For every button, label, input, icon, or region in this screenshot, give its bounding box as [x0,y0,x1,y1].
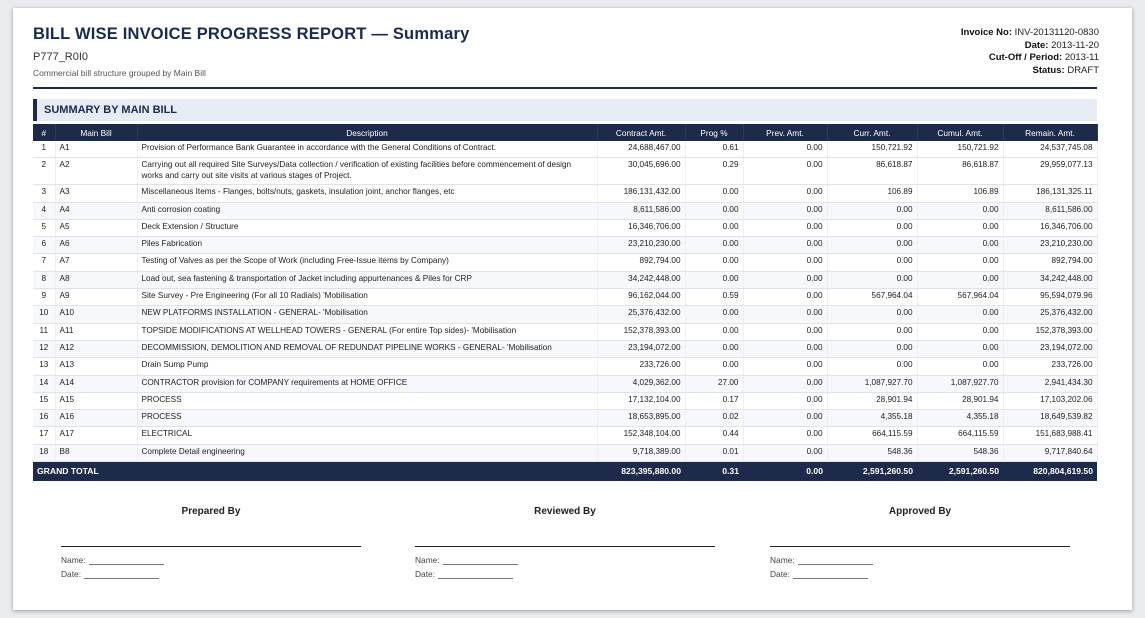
main-bill-cell: A8 [55,271,137,288]
signature-prepared [61,506,361,579]
progress-percent-cell: 0.00 [685,237,743,254]
contract-amount-cell: 17,132,104.00 [597,392,685,409]
header-divider [33,87,1097,89]
contract-amount-cell: 186,131,432.00 [597,185,685,202]
description-cell: Piles Fabrication [137,237,597,254]
contract-amount-cell: 16,346,706.00 [597,219,685,236]
main-bill-cell: B8 [55,444,137,461]
table-row [33,289,1097,306]
previous-amount-cell: 0.00 [743,323,827,340]
previous-amount-cell: 0.00 [743,202,827,219]
remaining-amount-cell: 18,649,539.82 [1003,410,1097,427]
row-number-cell: 3 [33,185,55,202]
cumulative-amount-cell: 0.00 [917,340,1003,357]
progress-percent-cell: 0.01 [685,444,743,461]
remaining-amount-cell: 151,683,988.41 [1003,427,1097,444]
previous-amount-cell: 0.00 [743,237,827,254]
row-number-cell: 2 [33,158,55,185]
description-cell: Complete Detail engineering [137,444,597,461]
description-cell: ELECTRICAL [137,427,597,444]
table-header-row [33,124,1097,141]
signature-title: Approved By [888,506,952,517]
previous-amount-cell: 0.00 [743,158,827,185]
main-bill-cell: A16 [55,410,137,427]
previous-amount-cell: 0.00 [743,219,827,236]
contract-amount-cell: 24,688,467.00 [597,141,685,158]
main-bill-cell: A11 [55,323,137,340]
cumulative-amount-cell: 0.00 [917,202,1003,219]
contract-amount-cell: 892,794.00 [597,254,685,271]
current-amount-cell: 0.00 [827,306,917,323]
main-bill-cell: A9 [55,289,137,306]
column-header: Description [137,124,597,141]
row-number-cell: 1 [33,141,55,158]
current-amount-cell: 0.00 [827,219,917,236]
main-bill-cell: A1 [55,141,137,158]
signature-reviewed [415,506,715,579]
signature-line [415,546,715,547]
column-header: Prog % [685,124,743,141]
main-bill-cell: A15 [55,392,137,409]
description-cell: Testing of Valves as per the Scope of Work (including Free-Issue items by Company) [137,254,597,271]
date-field[interactable]: Date: [61,569,361,579]
signature-line [770,546,1070,547]
previous-amount-cell: 0.00 [743,410,827,427]
current-amount-cell: 664,115.59 [827,427,917,444]
current-amount-cell: 0.00 [827,340,917,357]
table-row [33,392,1097,409]
progress-percent-cell: 0.29 [685,158,743,185]
cumulative-amount-cell: 548.36 [917,444,1003,461]
current-amount-cell: 0.00 [827,323,917,340]
cumulative-amount-cell: 0.00 [917,358,1003,375]
row-number-cell: 11 [33,323,55,340]
previous-amount-cell: 0.00 [743,392,827,409]
cumulative-amount-cell: 150,721.92 [917,141,1003,158]
progress-percent-cell: 0.00 [685,340,743,357]
contract-amount-cell: 30,045,696.00 [597,158,685,185]
description-cell: Deck Extension / Structure [137,219,597,236]
remaining-amount-cell: 23,194,072.00 [1003,340,1097,357]
previous-amount-cell: 0.00 [743,185,827,202]
previous-amount-cell: 0.00 [743,306,827,323]
table-row [33,323,1097,340]
name-field[interactable]: Name: [415,555,715,565]
remaining-amount-cell: 8,611,586.00 [1003,202,1097,219]
progress-percent-cell: 0.00 [685,323,743,340]
invoice-meta [961,27,1099,77]
progress-percent-cell: 0.02 [685,410,743,427]
current-amount-cell: 150,721.92 [827,141,917,158]
contract-amount-cell: 18,653,895.00 [597,410,685,427]
remaining-amount-cell: 9,717,840.64 [1003,444,1097,461]
report-subtitle: Commercial bill structure grouped by Main Bill [33,68,206,78]
progress-percent-cell: 0.44 [685,427,743,444]
table-row [33,158,1097,185]
column-header: Contract Amt. [597,124,685,141]
previous-amount-cell: 0.00 [743,427,827,444]
previous-amount-cell: 0.00 [743,358,827,375]
contract-amount-cell: 96,162,044.00 [597,289,685,306]
total-prev: 0.00 [743,462,827,482]
description-cell: DECOMMISSION, DEMOLITION AND REMOVAL OF REDUNDAT PIPELINE WORKS - GENERAL- 'Mobilisation [137,340,597,357]
description-cell: Anti corrosion coating [137,202,597,219]
previous-amount-cell: 0.00 [743,254,827,271]
main-bill-cell: A12 [55,340,137,357]
table-body [33,141,1097,462]
date-field[interactable]: Date: [770,569,1070,579]
remaining-amount-cell: 2,941,434.30 [1003,375,1097,392]
row-number-cell: 8 [33,271,55,288]
table-row [33,254,1097,271]
current-amount-cell: 567,964.04 [827,289,917,306]
row-number-cell: 4 [33,202,55,219]
previous-amount-cell: 0.00 [743,271,827,288]
progress-percent-cell: 0.59 [685,289,743,306]
remaining-amount-cell: 23,210,230.00 [1003,237,1097,254]
signature-line [61,546,361,547]
total-contract: 823,395,880.00 [597,462,685,482]
table-row [33,427,1097,444]
progress-percent-cell: 0.61 [685,141,743,158]
name-field[interactable]: Name: [770,555,1070,565]
contract-amount-cell: 8,611,586.00 [597,202,685,219]
table-row [33,358,1097,375]
row-number-cell: 18 [33,444,55,461]
table-row [33,375,1097,392]
main-bill-cell: A17 [55,427,137,444]
date-field[interactable]: Date: [415,569,715,579]
cumulative-amount-cell: 664,115.59 [917,427,1003,444]
cumulative-amount-cell: 0.00 [917,254,1003,271]
signature-title: Reviewed By [534,506,596,517]
row-number-cell: 14 [33,375,55,392]
grand-total-row [33,462,1097,482]
signature-approved [770,506,1070,579]
remaining-amount-cell: 233,726.00 [1003,358,1097,375]
signature-title: Prepared By [181,506,241,517]
current-amount-cell: 28,901.94 [827,392,917,409]
description-cell: Drain Sump Pump [137,358,597,375]
cumulative-amount-cell: 4,355.18 [917,410,1003,427]
progress-percent-cell: 0.00 [685,185,743,202]
progress-percent-cell: 0.00 [685,271,743,288]
total-cumul: 2,591,260.50 [917,462,1003,482]
section-title: SUMMARY BY MAIN BILL [33,99,1097,121]
remaining-amount-cell: 892,794.00 [1003,254,1097,271]
row-number-cell: 17 [33,427,55,444]
column-header: Main Bill [55,124,137,141]
remaining-amount-cell: 29,959,077.13 [1003,158,1097,185]
contract-amount-cell: 4,029,362.00 [597,375,685,392]
main-bill-cell: A3 [55,185,137,202]
description-cell: TOPSIDE MODIFICATIONS AT WELLHEAD TOWERS - GENERAL (For entire Top sides)- 'Mobilisation [137,323,597,340]
column-header: # [33,124,55,141]
remaining-amount-cell: 34,242,448.00 [1003,271,1097,288]
description-cell: NEW PLATFORMS INSTALLATION - GENERAL- 'Mobilisation [137,306,597,323]
report-page [13,8,1132,610]
current-amount-cell: 548.36 [827,444,917,461]
previous-amount-cell: 0.00 [743,289,827,306]
progress-percent-cell: 0.00 [685,358,743,375]
table-row [33,444,1097,461]
table-row [33,219,1097,236]
description-cell: CONTRACTOR provision for COMPANY requirements at HOME OFFICE [137,375,597,392]
table-row [33,237,1097,254]
description-cell: Miscellaneous Items - Flanges, bolts/nuts, gaskets, insulation joint, anchor flanges, etc [137,185,597,202]
cumulative-amount-cell: 567,964.04 [917,289,1003,306]
progress-percent-cell: 27.00 [685,375,743,392]
remaining-amount-cell: 152,378,393.00 [1003,323,1097,340]
total-curr: 2,591,260.50 [827,462,917,482]
remaining-amount-cell: 24,537,745.08 [1003,141,1097,158]
main-bill-cell: A10 [55,306,137,323]
grand-total-label: GRAND TOTAL [33,462,597,482]
row-number-cell: 12 [33,340,55,357]
report-title: BILL WISE INVOICE PROGRESS REPORT — Summary [33,25,470,43]
column-header: Remain. Amt. [1003,124,1097,141]
row-number-cell: 15 [33,392,55,409]
current-amount-cell: 0.00 [827,254,917,271]
total-remain: 820,804,619.50 [1003,462,1097,482]
invoice-date: Date: 2013-11-20 [1024,39,1099,51]
main-bill-cell: A6 [55,237,137,254]
progress-percent-cell: 0.17 [685,392,743,409]
remaining-amount-cell: 17,103,202.06 [1003,392,1097,409]
progress-percent-cell: 0.00 [685,219,743,236]
contract-amount-cell: 9,718,389.00 [597,444,685,461]
current-amount-cell: 0.00 [827,271,917,288]
current-amount-cell: 0.00 [827,237,917,254]
row-number-cell: 6 [33,237,55,254]
contract-amount-cell: 34,242,448.00 [597,271,685,288]
current-amount-cell: 86,618.87 [827,158,917,185]
table-row [33,202,1097,219]
column-header: Prev. Amt. [743,124,827,141]
current-amount-cell: 0.00 [827,358,917,375]
progress-percent-cell: 0.00 [685,306,743,323]
table-row [33,410,1097,427]
cumulative-amount-cell: 0.00 [917,271,1003,288]
description-cell: PROCESS [137,410,597,427]
description-cell: Provision of Performance Bank Guarantee in accordance with the General Conditions of Contract. [137,141,597,158]
row-number-cell: 9 [33,289,55,306]
cumulative-amount-cell: 1,087,927.70 [917,375,1003,392]
total-prog: 0.31 [685,462,743,482]
column-header: Cumul. Amt. [917,124,1003,141]
main-bill-cell: A14 [55,375,137,392]
cumulative-amount-cell: 0.00 [917,237,1003,254]
invoice-status: Status: DRAFT [1032,64,1099,76]
current-amount-cell: 1,087,927.70 [827,375,917,392]
column-header: Curr. Amt. [827,124,917,141]
description-cell: Load out, sea fastening & transportation of Jacket including appurtenances & Piles for CRP [137,271,597,288]
row-number-cell: 10 [33,306,55,323]
contract-amount-cell: 152,378,393.00 [597,323,685,340]
previous-amount-cell: 0.00 [743,340,827,357]
row-number-cell: 5 [33,219,55,236]
table-row [33,141,1097,158]
main-bill-cell: A4 [55,202,137,219]
previous-amount-cell: 0.00 [743,444,827,461]
row-number-cell: 13 [33,358,55,375]
table-row [33,306,1097,323]
table-row [33,271,1097,288]
cumulative-amount-cell: 86,618.87 [917,158,1003,185]
progress-percent-cell: 0.00 [685,202,743,219]
invoice-cutoff: Cut-Off / Period: 2013-11 [988,52,1099,64]
table-row [33,185,1097,202]
main-bill-cell: A7 [55,254,137,271]
remaining-amount-cell: 186,131,325.11 [1003,185,1097,202]
description-cell: Site Survey - Pre Engineering (For all 10 Radials) 'Mobilisation [137,289,597,306]
current-amount-cell: 106.89 [827,185,917,202]
report-code: P777_R0I0 [33,51,89,63]
previous-amount-cell: 0.00 [743,375,827,392]
remaining-amount-cell: 95,594,079.96 [1003,289,1097,306]
main-bill-cell: A13 [55,358,137,375]
remaining-amount-cell: 16,346,706.00 [1003,219,1097,236]
description-cell: PROCESS [137,392,597,409]
cumulative-amount-cell: 0.00 [917,323,1003,340]
cumulative-amount-cell: 0.00 [917,306,1003,323]
table-row [33,340,1097,357]
current-amount-cell: 0.00 [827,202,917,219]
contract-amount-cell: 152,348,104.00 [597,427,685,444]
description-cell: Carrying out all required Site Surveys/Data collection / verification of existing facilities before commencement of design works and carry out site visits at various stages of Project. [137,158,597,185]
invoice-number: Invoice No: INV-20131120-0830 [960,27,1099,38]
progress-percent-cell: 0.00 [685,254,743,271]
remaining-amount-cell: 25,376,432.00 [1003,306,1097,323]
contract-amount-cell: 233,726.00 [597,358,685,375]
main-bill-cell: A2 [55,158,137,185]
cumulative-amount-cell: 28,901.94 [917,392,1003,409]
contract-amount-cell: 25,376,432.00 [597,306,685,323]
row-number-cell: 16 [33,410,55,427]
summary-table [33,124,1098,481]
contract-amount-cell: 23,210,230.00 [597,237,685,254]
name-field[interactable]: Name: [61,555,361,565]
cumulative-amount-cell: 0.00 [917,219,1003,236]
previous-amount-cell: 0.00 [743,141,827,158]
contract-amount-cell: 23,194,072.00 [597,340,685,357]
row-number-cell: 7 [33,254,55,271]
current-amount-cell: 4,355.18 [827,410,917,427]
main-bill-cell: A5 [55,219,137,236]
cumulative-amount-cell: 106.89 [917,185,1003,202]
